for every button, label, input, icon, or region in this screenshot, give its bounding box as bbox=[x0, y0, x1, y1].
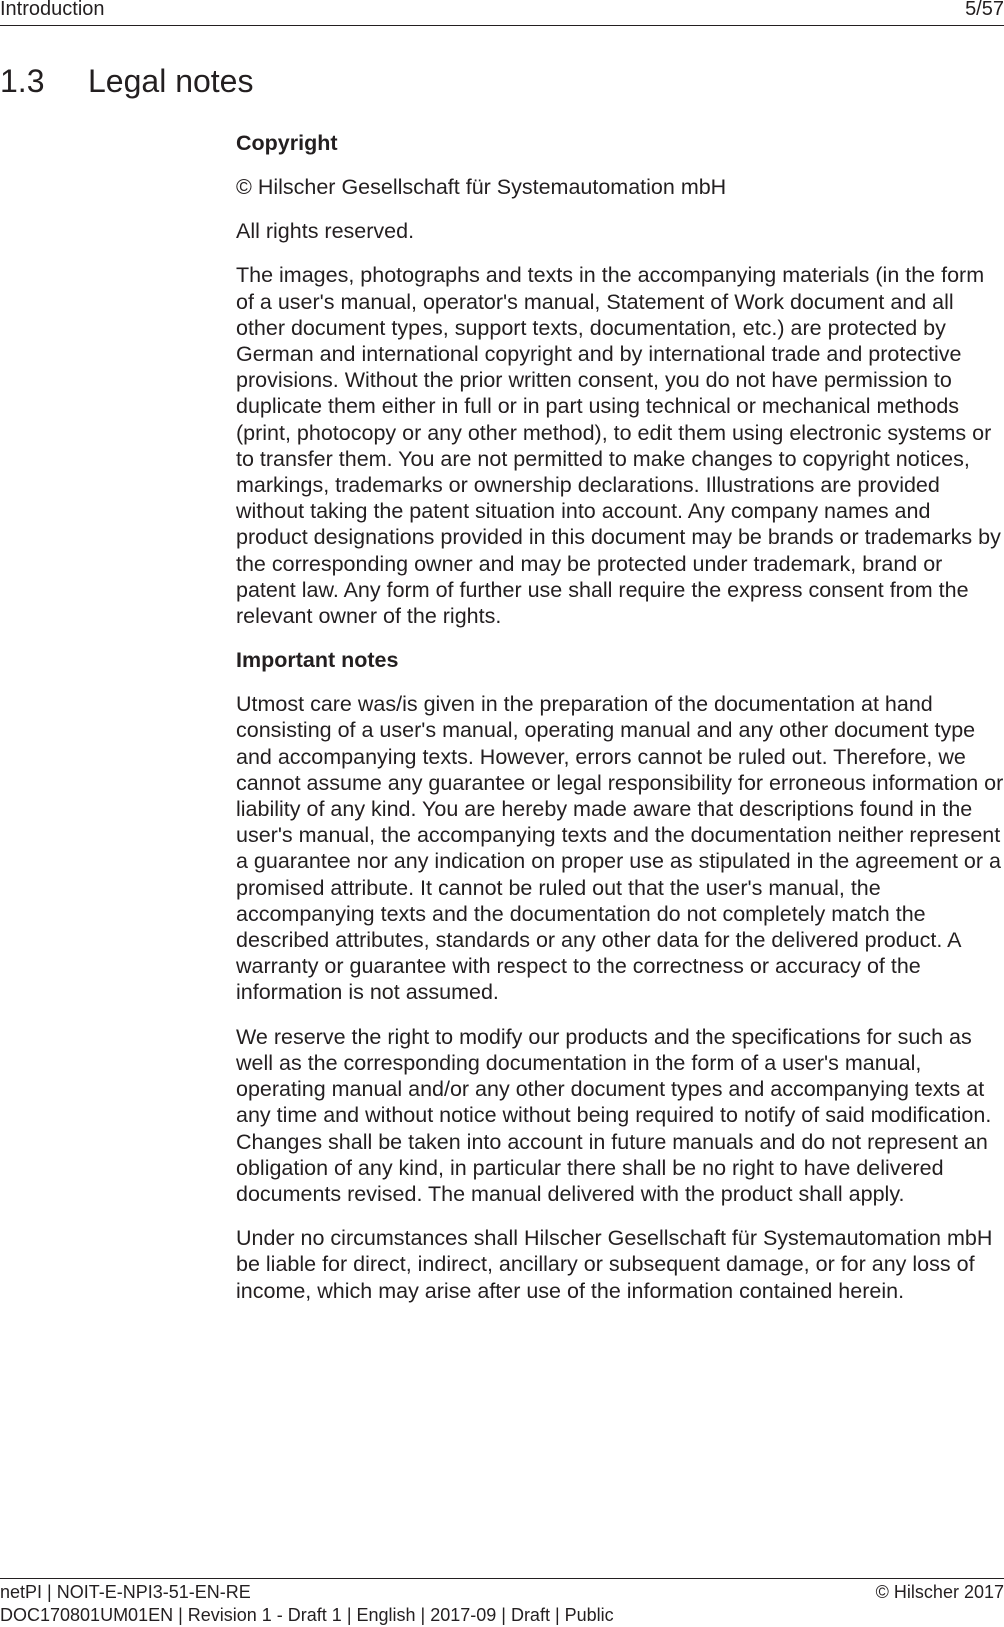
footer-copyright: © Hilscher 2017 bbox=[875, 1582, 1004, 1602]
important-notes-paragraph-1: Utmost care was/is given in the preparation of the documentation at hand consisting of a user's manual, operating manual and any other document type and accompanying texts. However, errors cannot be ruled out. Therefore, we cannot assume any guarantee or legal responsibility for erroneous information or liability of any kind. You are hereby made aware that descriptions found in the user's manual, the accompanying texts and the documentation neither represent a guarantee nor any indication on proper use as stipulated in the agreement or a promised attribute. It cannot be ruled out that the user's manual, the accompanying texts and the documentation do not completely match the described attributes, standards or any other data for the delivered product. A warranty or guarantee with respect to the correctness or accuracy of the information is not assumed. bbox=[236, 692, 1004, 1005]
important-notes-paragraph-2: We reserve the right to modify our products and the specifications for such as well as the corresponding documentation in the form of a user's manual, operating manual and/or any other document types and accompanying texts at any time and without notice without being required to notify of said modification. Changes shall be taken into account in future manuals and do not represent an obligation of any kind, in particular there shall be no right to have delivered documents revised. The manual delivered with the product shall apply. bbox=[236, 1024, 992, 1206]
copyright-rights: All rights reserved. bbox=[236, 219, 415, 244]
copyright-owner: © Hilscher Gesellschaft für Systemautomation mbH bbox=[236, 175, 727, 199]
section-heading bbox=[0, 62, 253, 100]
page-footer bbox=[0, 1578, 1004, 1626]
main-content bbox=[236, 130, 1004, 1322]
copyright-body: The images, photographs and texts in the accompanying materials (in the form of a user's manual, operator's manual, Statement of Work document and all other document types, support texts, documentation, etc.) are protected by German and international copyright and by international trade and protective provisions. Without the prior written consent, you do not have permission to duplicate them either in full or in part using technical or mechanical methods (print, photocopy or any other method), to edit them using electronic systems or to transfer them. You are not permitted to make changes to copyright notices, markings, trademarks or ownership declarations. Illustrations are provided without taking the patent situation into account. Any company names and product designations provided in this document may be brands or trademarks by the corresponding owner and may be protected under trademark, brand or patent law. Any form of further use shall require the express consent from the relevant owner of the rights. bbox=[236, 263, 1001, 629]
page-number: 5/57 bbox=[965, 0, 1004, 20]
important-notes-heading: Important notes bbox=[236, 648, 399, 673]
chapter-title: Introduction bbox=[0, 0, 105, 20]
important-notes-paragraph-3: Under no circumstances shall Hilscher Gesellschaft für Systemautomation mbH be liable for direct, indirect, ancillary or subsequent damage, or for any loss of income, which may arise after use of the information contained herein. bbox=[236, 1226, 993, 1303]
section-title: Legal notes bbox=[88, 63, 254, 99]
copyright-heading: Copyright bbox=[236, 131, 338, 155]
footer-product: netPI | NOIT-E-NPI3-51-EN-RE bbox=[0, 1582, 251, 1602]
page-header bbox=[0, 0, 1004, 26]
section-number: 1.3 bbox=[0, 63, 45, 99]
footer-document-info: DOC170801UM01EN | Revision 1 - Draft 1 | English | 2017-09 | Draft | Public bbox=[0, 1605, 614, 1625]
